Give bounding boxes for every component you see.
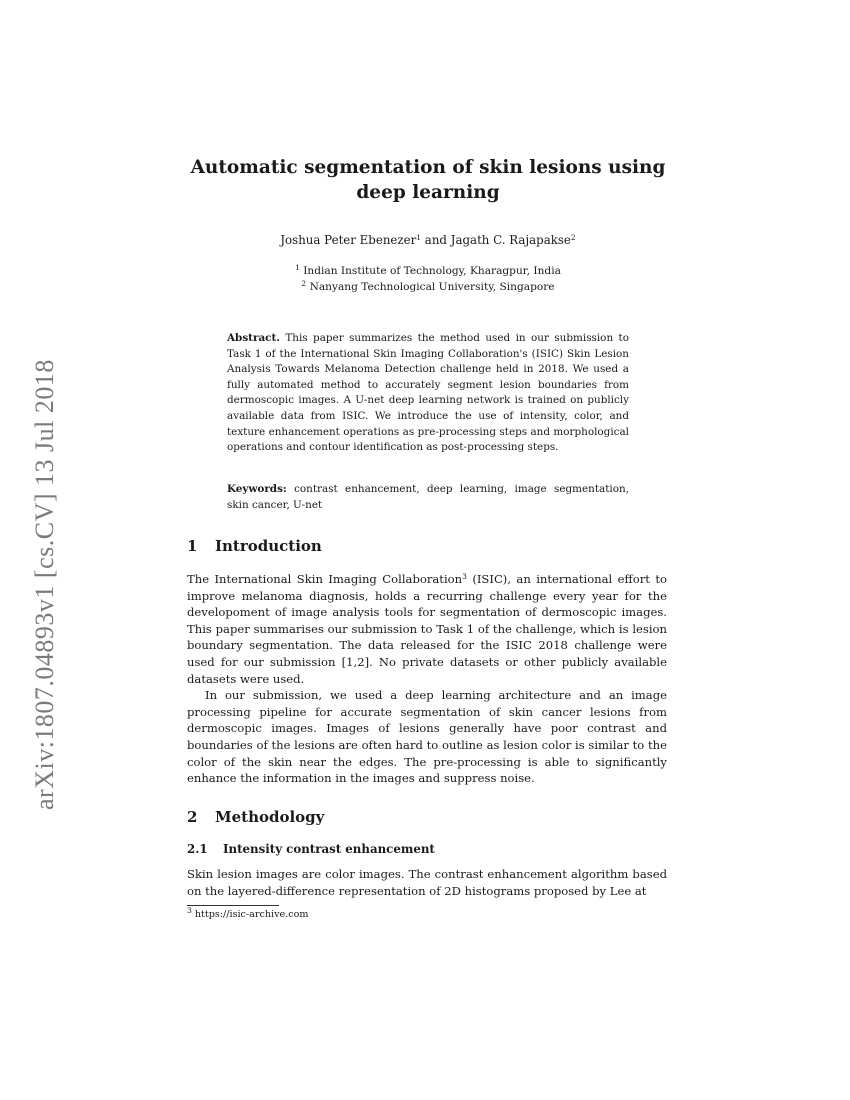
arxiv-identifier: arXiv:1807.04893v1 [cs.CV] 13 Jul 2018 <box>30 359 59 810</box>
affiliation-mark: 2 <box>570 233 576 242</box>
paragraph: In our submission, we used a deep learning architecture and an image processing pipeline for accurate segmentation of skin cancer lesions from dermoscopic images. Images of lesions generally have poor contrast and boundaries of the lesions are often hard to outline as lesion color is similar to the color of the skin near the edges. The pre-processing is able to significantly enhance the information in the images and suppress noise. <box>187 688 667 786</box>
footnote-mark: 3 <box>187 906 192 915</box>
affiliation-mark: 2 <box>301 279 307 288</box>
author-name: Jagath C. Rajapakse <box>450 233 571 247</box>
section-title: Introduction <box>215 537 322 555</box>
affiliation-line <box>150 281 706 293</box>
keywords-text: contrast enhancement, deep learning, image segmentation, skin cancer, U-net <box>227 483 629 511</box>
subsection-title: Intensity contrast enhancement <box>223 842 435 856</box>
title-line-2: deep learning <box>356 182 500 203</box>
author-connector: and <box>424 233 447 247</box>
abstract-text: This paper summarizes the method used in our submission to Task 1 of the International Skin Imaging Collaboration's (ISIC) Skin Lesion Analysis Towards Melanoma Detection challenge held in 2018. We used a fully automated method to accurately segment lesion boundaries from dermoscopic images. A U-net deep learning network is trained on publicly available data from ISIC. We introduce the use of intensity, color, and texture enhancement operations as pre-processing steps and morphological operations and contour identification as post-processing steps. <box>227 332 629 454</box>
paragraph: Skin lesion images are color images. The contrast enhancement algorithm based on the layered-difference representation of 2D histograms proposed by Lee at <box>187 867 667 898</box>
keywords <box>227 482 629 513</box>
methodology-body <box>187 866 667 899</box>
affiliation-text: Indian Institute of Technology, Kharagpur, India <box>303 265 561 277</box>
affiliation-mark: 1 <box>416 233 422 242</box>
footnote-link[interactable]: https://isic-archive.com <box>194 909 309 920</box>
affiliation-text: Nanyang Technological University, Singapore <box>309 281 555 293</box>
affiliation-mark: 1 <box>295 263 300 272</box>
title-line-1: Automatic segmentation of skin lesions using <box>190 157 666 178</box>
author-list <box>150 233 706 247</box>
introduction-body <box>187 571 667 787</box>
affiliation-line <box>150 265 706 277</box>
subsection-heading <box>187 842 667 856</box>
abstract <box>227 331 629 456</box>
author-name: Joshua Peter Ebenezer <box>280 233 417 247</box>
section-number: 1 <box>187 537 198 555</box>
paragraph <box>187 571 667 687</box>
abstract-label: Abstract. <box>227 332 280 344</box>
paper-title <box>150 155 706 205</box>
paragraph-text: (ISIC), an international effort to improve melanoma diagnosis, holds a recurring challenge every year for the developoment of image analysis tools for segmentation of dermoscopic images. This paper summarises our submission to Task 1 of the challenge, which is lesion boundary segmentation. The data released for the ISIC 2018 challenge were used for our submission [1,2]. No private datasets or other publicly available datasets were used. <box>187 572 668 686</box>
keywords-label: Keywords: <box>227 483 287 495</box>
section-title: Methodology <box>215 808 325 826</box>
section-heading-introduction <box>187 537 667 555</box>
paragraph-text: The International Skin Imaging Collaboration <box>187 572 463 586</box>
subsection-number: 2.1 <box>187 842 208 856</box>
section-heading-methodology <box>187 808 667 826</box>
footnote-rule <box>187 905 279 906</box>
footnote-mark: 3 <box>462 572 467 581</box>
section-number: 2 <box>187 808 198 826</box>
footnote <box>187 906 309 920</box>
